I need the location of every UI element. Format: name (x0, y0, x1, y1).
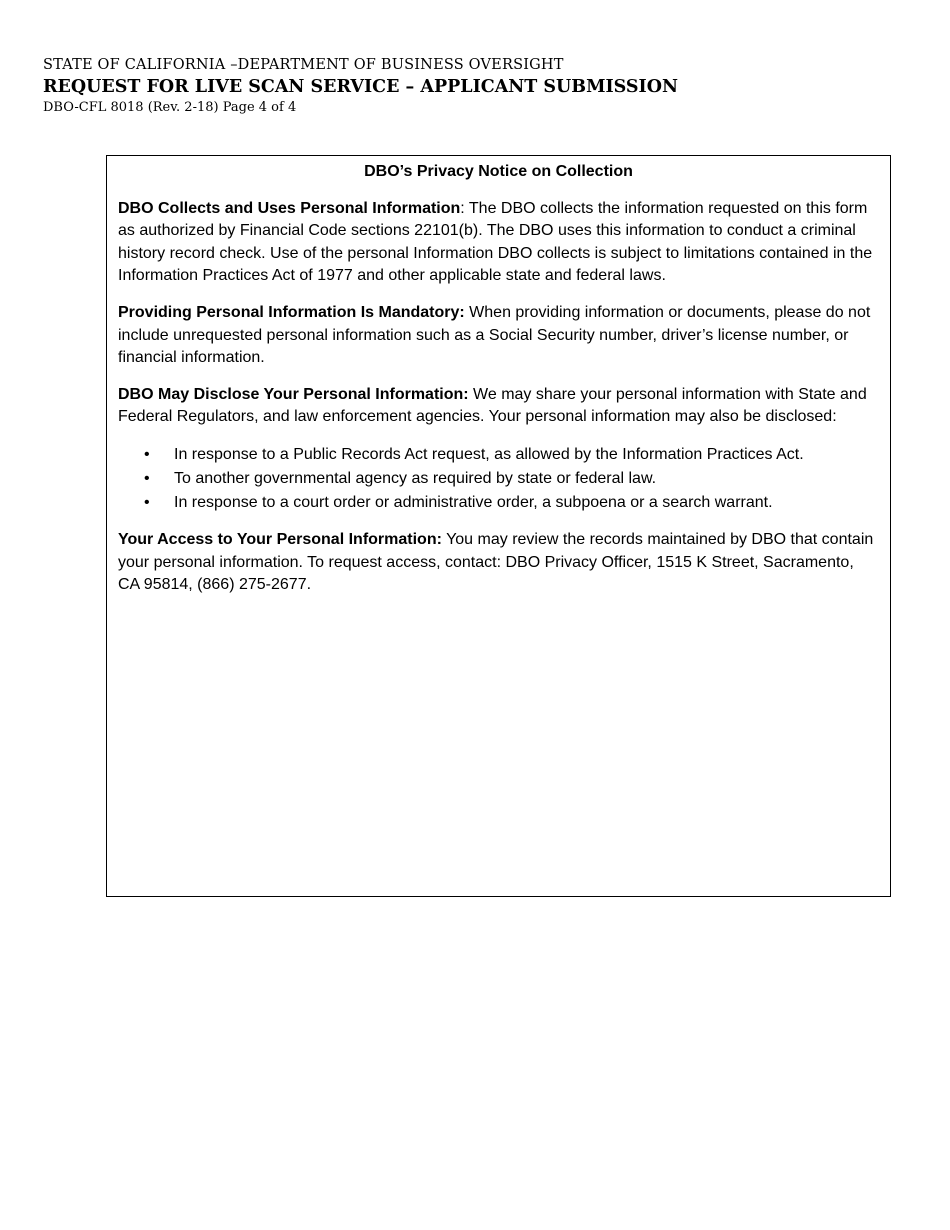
list-item-text: In response to a Public Records Act request, as allowed by the Information Practices Act. (174, 445, 804, 463)
section-heading: Your Access to Your Personal Information: (118, 530, 442, 548)
form-id: DBO-CFL 8018 (Rev. 2-18) Page 4 of 4 (43, 100, 297, 115)
document-header (43, 56, 678, 117)
section-access (107, 529, 890, 597)
notice-title: DBO’s Privacy Notice on Collection (364, 163, 633, 180)
bullet-icon: • (144, 445, 150, 463)
section-mandatory (107, 302, 890, 370)
section-body: When providing information or documents, please do not include unrequested personal information such as a Social Security number, driver’s license number, or financial information. (118, 303, 871, 367)
agency-name: STATE OF CALIFORNIA –DEPARTMENT OF BUSINESS OVERSIGHT (43, 57, 564, 73)
section-body: We may share your personal information with State and Federal Regulators, and law enforcement agencies. Your personal information may also be disclosed: (118, 385, 867, 426)
section-heading: DBO May Disclose Your Personal Information: (118, 385, 469, 403)
privacy-notice-box (106, 155, 891, 897)
section-heading-suffix: : (460, 199, 465, 217)
list-item-text: To another governmental agency as required by state or federal law. (174, 469, 657, 487)
bullet-icon: • (144, 493, 150, 511)
list-item-text: In response to a court order or administrative order, a subpoena or a search warrant. (174, 493, 773, 511)
list-item (107, 467, 890, 491)
section-body: You may review the records maintained by DBO that contain your personal information. To request access, contact: DBO Privacy Officer, 1515 K Street, Sacramento, CA 95814, (866) 275-2677. (118, 530, 874, 594)
bullet-icon: • (144, 469, 150, 487)
section-body: The DBO collects the information requested on this form as authorized by Financial Code sections 22101(b). The DBO uses this information to conduct a criminal history record check. Use of the personal Information DBO collects is subject to limitations contained in the Information Practices Act of 1977 and other applicable state and federal laws. (118, 199, 873, 285)
form-title: REQUEST FOR LIVE SCAN SERVICE – APPLICANT SUBMISSION (43, 77, 678, 97)
list-item (107, 491, 890, 515)
section-disclose (107, 384, 890, 429)
disclosure-list (107, 443, 890, 515)
section-collects-uses (107, 198, 890, 288)
section-heading: DBO Collects and Uses Personal Information (118, 199, 461, 217)
list-item (107, 443, 890, 467)
section-heading: Providing Personal Information Is Mandatory: (118, 303, 465, 321)
